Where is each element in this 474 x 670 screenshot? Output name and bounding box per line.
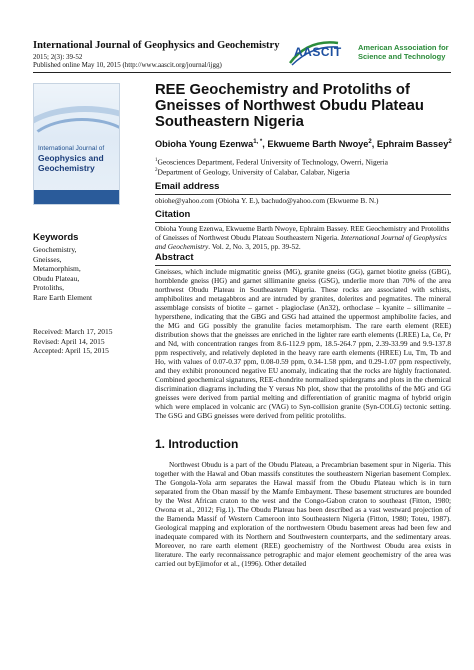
email-heading: Email address <box>155 181 220 192</box>
introduction-heading: 1. Introduction <box>155 437 239 451</box>
keyword: Metamorphism, <box>33 264 81 273</box>
citation-journal: International Journal of Geophysics and Geochemistry <box>155 233 447 251</box>
author-sup: 2 <box>448 139 452 145</box>
author-sup: 2 <box>368 139 372 145</box>
cover-title-line3: Geochemistry <box>38 163 95 173</box>
email-text: obiohe@yahoo.com (Obioha Y. E.), bachudo@yahoo.com (Ekwueme B. N.) <box>155 196 379 205</box>
accepted-date: Accepted: April 15, 2015 <box>33 346 109 355</box>
article-dates <box>33 327 113 356</box>
citation-tail: . Vol. 2, No. 3, 2015, pp. 39-52. <box>208 242 301 251</box>
keyword: Obudu Plateau, <box>33 273 80 283</box>
revised-date: Revised: April 14, 2015 <box>33 336 105 346</box>
cover-footer-band <box>34 190 119 204</box>
author-name: Obioha Young Ezenwa <box>155 139 254 150</box>
citation-heading: Citation <box>155 209 191 220</box>
section-rule <box>155 265 451 266</box>
affiliation-sup: 2 <box>155 168 158 173</box>
header-rule <box>33 72 451 73</box>
issue-info: 2015; 2(3): 39-52 <box>33 53 83 61</box>
keyword: Protoliths, <box>33 283 65 292</box>
aascit-logo <box>288 37 451 71</box>
keyword: Gneisses, <box>33 254 62 264</box>
affiliation <box>155 156 388 167</box>
section-rule <box>155 222 451 223</box>
affiliation-text: Geosciences Department, Federal University of Technology, Owerri, Nigeria <box>157 157 388 167</box>
introduction-text: Northwest Obudu is a part of the Obudu Plateau, a Precambrian basement spur in Nigeria. This together with the Hawal and Oban massifs constitutes the southeastern Nigerian basement Complex. The Gongola-Yola arm separates the Hawal massif from the Obudu Plateau which is in turn separated from the Oban massif by the Mamfe Embayment. These basement structures are bounded by the West African craton to the west and the Congo-Gabon craton to southeast (Fitton, 1980; Owona et al., 2012; Fig.1). The Obudu Plateau has been described as a vast westward projection of the Bamenda Massif of Western Cameroon into Southeastern Nigeria (Fitton, 1980; Toteu, 1987). Geological mapping and exploration of the northwestern Obudu basement areas had been few and inadequate compared with its Northern and Southwestern counterparts, and the sedimentary areas. Moreover, no rare earth element (REE) geochemistry of the Northwest Obudu area exists in literature. The early reconnaissance petrographic and major element geochemistry of the area was carried out byEjimofor et al., (1996). Other detailed <box>155 460 451 568</box>
cover-title-line2: Geophysics and <box>38 153 104 163</box>
keywords-list <box>33 245 92 302</box>
affiliation <box>155 166 350 177</box>
affiliation-text: Department of Geology, University of Calabar, Calabar, Nigeria <box>157 167 350 177</box>
received-date: Received: March 17, 2015 <box>33 327 113 336</box>
publication-info: Published online May 10, 2015 (http://www.aascit.org/journal/ijgg) <box>33 61 222 69</box>
keyword: Geochemistry, <box>33 245 77 254</box>
logo-wordmark: AASCIT <box>294 45 342 59</box>
keyword: Rare Earth Element <box>33 292 93 302</box>
keywords-heading: Keywords <box>33 232 79 243</box>
section-rule <box>155 194 451 195</box>
abstract-heading: Abstract <box>155 252 194 263</box>
author-name: Ephraim Bassey <box>376 139 449 150</box>
author-name: Ekwueme Barth Nwoye <box>267 139 369 150</box>
logo-tagline <box>358 43 449 61</box>
affiliation-sup: 1 <box>155 158 158 163</box>
journal-cover-image <box>33 83 120 205</box>
citation-body: Obioha Young Ezenwa, Ekwueme Barth Nwoye, Ephraim Bassey. REE Geochemistry and Protoliths of Gneisses of Northwest Obudu Plateau Southeastern Nigeria. <box>155 224 450 242</box>
cover-title <box>38 144 115 173</box>
logo-tagline-line2: Science and Technology <box>358 52 446 61</box>
citation-text <box>155 224 451 251</box>
cover-title-line1: International Journal of <box>38 145 105 152</box>
paper-title: REE Geochemistry and Protoliths of Gneisses of Northwest Obudu Plateau Southeastern Nigeria <box>155 82 424 130</box>
journal-meta <box>33 53 222 69</box>
journal-name: International Journal of Geophysics and Geochemistry <box>33 40 280 51</box>
logo-tagline-line1: American Association for <box>358 43 449 52</box>
abstract-text: Gneisses, which include migmatitic gneiss (MG), granite gneiss (GG), garnet biotite gneiss (GBG), hornblende gneiss (HG) and garnet sillimanite gneiss (GSG), underlie more than 70% of the area northwest Obudu Plateau in Southeastern Nigeria. These rocks are associated with schists, amphibolites and metagabbros and are intruded by granites, dolerites and pegmatites. The mineral assemblage consists of biotite – garnet - plagioclase (An32), orthoclase – kyanite – sillimanite – hypersthene, indicating that the GBG and GSG had attained the uppermost amphibolite facies, and the MG and GG possibly the granulite facies metamorphism. The rare earth element (REE) distribution shows that the gneisses are enriched in the lighter rare earth elements (LREE) La, Ce, Pr and Nd, with concentration ranges from 8.6-112.9 ppm, 18.5-264.7 ppm, 2.39-33.99 and 9.9-137.8 ppm respectively, and relatively depleted in the heavy rare earth elements (HREE) Lu, Tm, Tb and Ho, with values of 0.07-0.37 ppm, 0.08-0.59 ppm, 0.34-1.58 ppm, and 0.29-1.07 ppm respectively, and they exhibit pronounced negative EU anomaly, indicating that the rocks are highly fractionated. Combined geochemical signatures, REE-chondrite normalized spidergrams and plots in the chemical discrimination diagrams including the Y versus Nb plot, show that the protoliths of the MG and GG gneisses were derived from partial melting and differentiation of granitic magma of hybrid origin which were emplaced in volcanic arc (VAG) to Syn-collision granite (Syn-COLG) tectonic setting. The GSG and GBG gneisses were derived from pelitic protoliths. <box>155 267 451 420</box>
author-list: Obioha Young Ezenwa$^{1, *}$, Ekwueme Barth Nwoye$^2$, Ephraim Bassey$^2$ <box>155 139 452 150</box>
author-sup: 1, * <box>253 139 263 145</box>
